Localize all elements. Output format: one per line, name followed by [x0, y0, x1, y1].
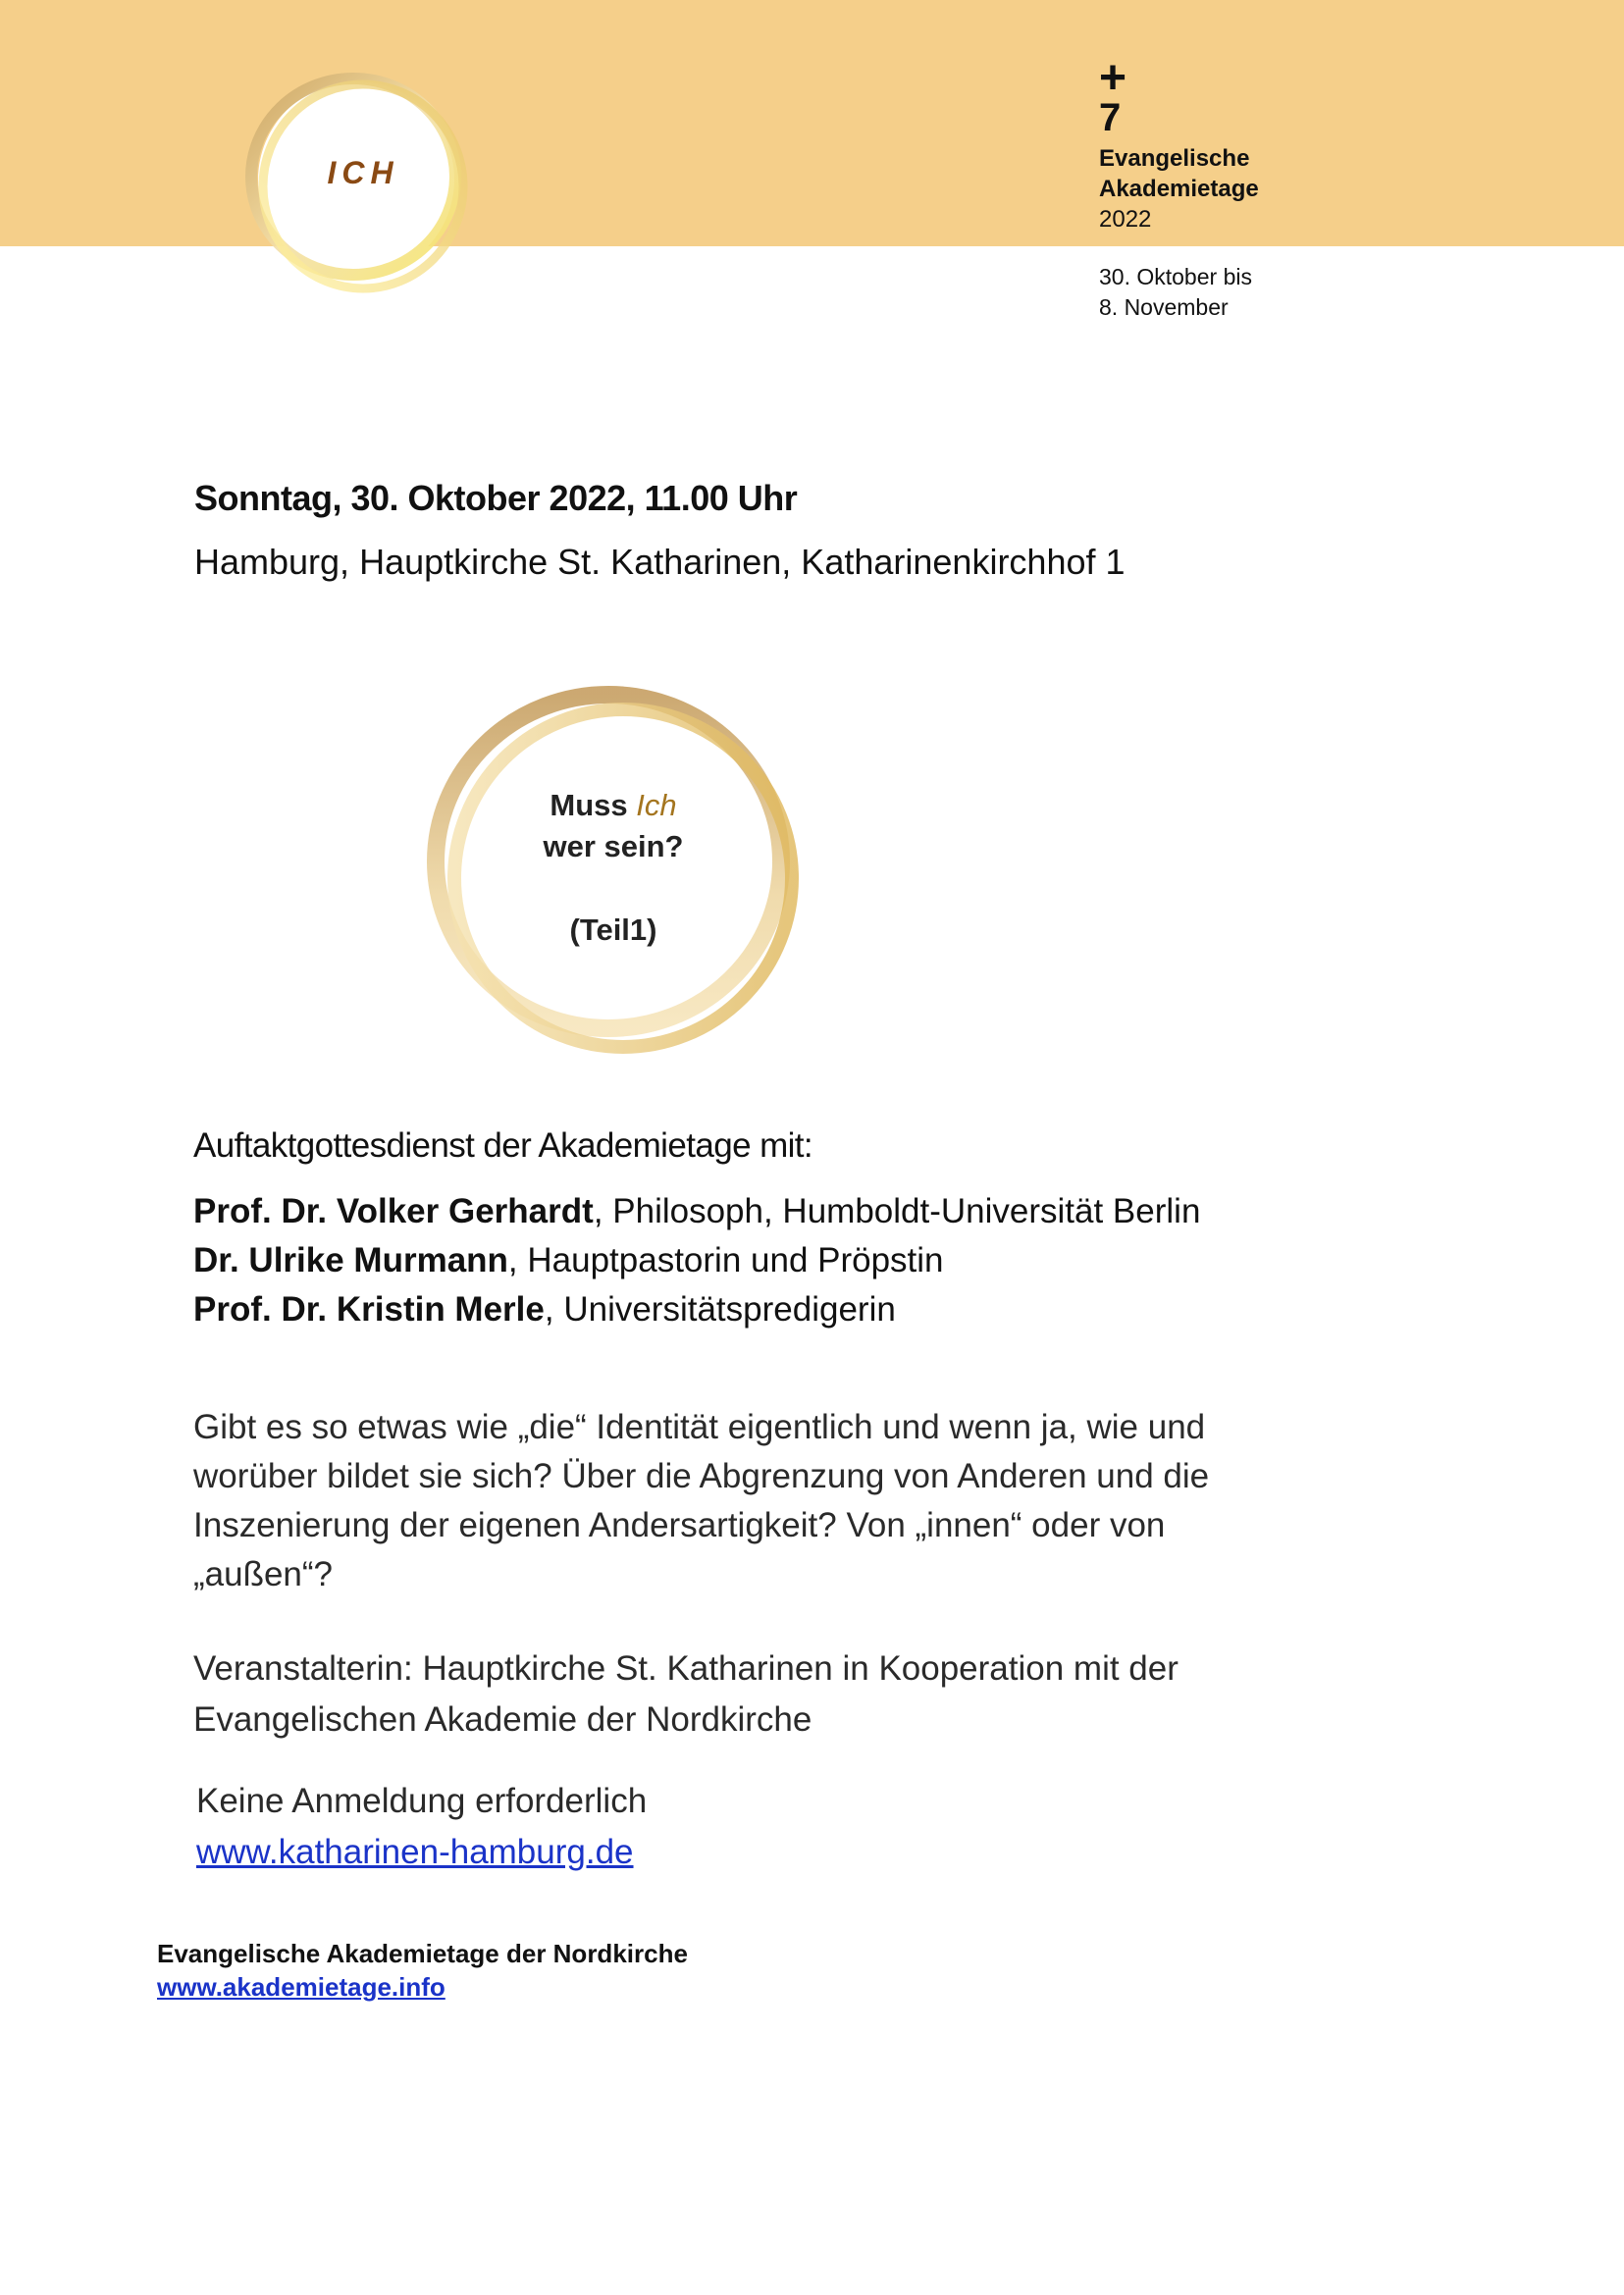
- ich-logo-ring: [221, 64, 496, 319]
- brand-name-line2: Akademietage: [1099, 176, 1259, 202]
- title-ring-line2: wer sein?: [543, 829, 684, 863]
- katharinen-website-link[interactable]: www.katharinen-hamburg.de: [196, 1833, 634, 1871]
- title-ring-icon: [422, 677, 814, 1060]
- organizer-info: [193, 1643, 1312, 1746]
- title-ring-muss: Muss: [550, 788, 637, 822]
- title-ring-heading: [491, 785, 736, 867]
- ich-logo-text: ICH: [327, 155, 399, 190]
- speaker-item: [193, 1187, 1200, 1236]
- brand-plus: +: [1099, 52, 1127, 104]
- description-line: Inszenierung der eigenen Andersartigkeit? Von „innen“ oder von: [193, 1506, 1166, 1544]
- event-description: [193, 1403, 1312, 1599]
- akademietage-website-link[interactable]: www.akademietage.info: [157, 1972, 445, 2002]
- speaker-role: , Universitätspredigerin: [544, 1290, 896, 1329]
- brand-seven: 7: [1099, 96, 1122, 139]
- ich-ring-icon: [221, 64, 496, 319]
- speaker-item: [193, 1236, 1200, 1285]
- event-location: Hamburg, Hauptkirche St. Katharinen, Katharinenkirchhof 1: [194, 542, 1126, 582]
- festival-dates-line1: 30. Oktober bis: [1099, 264, 1252, 289]
- speaker-name: Dr. Ulrike Murmann: [193, 1241, 508, 1279]
- speaker-name: Prof. Dr. Volker Gerhardt: [193, 1192, 594, 1230]
- speaker-role: , Philosoph, Humboldt-Universität Berlin: [593, 1192, 1201, 1230]
- title-ring-part: (Teil1): [569, 913, 657, 947]
- footer: [157, 1937, 688, 2004]
- organizer-line: Evangelischen Akademie der Nordkirche: [193, 1700, 812, 1739]
- brand-block: [1099, 52, 1259, 235]
- speaker-name: Prof. Dr. Kristin Merle: [193, 1290, 545, 1329]
- speaker-list: [193, 1187, 1200, 1334]
- registration-info: [196, 1776, 647, 1878]
- organizer-line: Veranstalterin: Hauptkirche St. Katharinen in Kooperation mit der: [193, 1649, 1179, 1688]
- footer-org: Evangelische Akademietage der Nordkirche: [157, 1939, 688, 1968]
- brand-name-line1: Evangelische: [1099, 145, 1250, 172]
- description-line: Gibt es so etwas wie „die“ Identität eigentlich und wenn ja, wie und: [193, 1408, 1206, 1446]
- description-line: „außen“?: [193, 1555, 334, 1593]
- speaker-item: [193, 1285, 1200, 1334]
- brand-year: 2022: [1099, 206, 1152, 233]
- festival-dates: [1099, 262, 1252, 323]
- service-intro: Auftaktgottesdienst der Akademietage mit:: [193, 1126, 813, 1165]
- title-ring: [422, 677, 814, 1060]
- event-date-time: Sonntag, 30. Oktober 2022, 11.00 Uhr: [194, 478, 798, 518]
- speaker-role: , Hauptpastorin und Pröpstin: [507, 1241, 944, 1279]
- title-ring-line1: [491, 785, 736, 826]
- description-line: worüber bildet sie sich? Über die Abgrenzung von Anderen und die: [193, 1457, 1210, 1495]
- title-ring-ich: Ich: [636, 788, 677, 822]
- registration-note: Keine Anmeldung erforderlich: [196, 1782, 648, 1820]
- festival-dates-line2: 8. November: [1099, 294, 1229, 320]
